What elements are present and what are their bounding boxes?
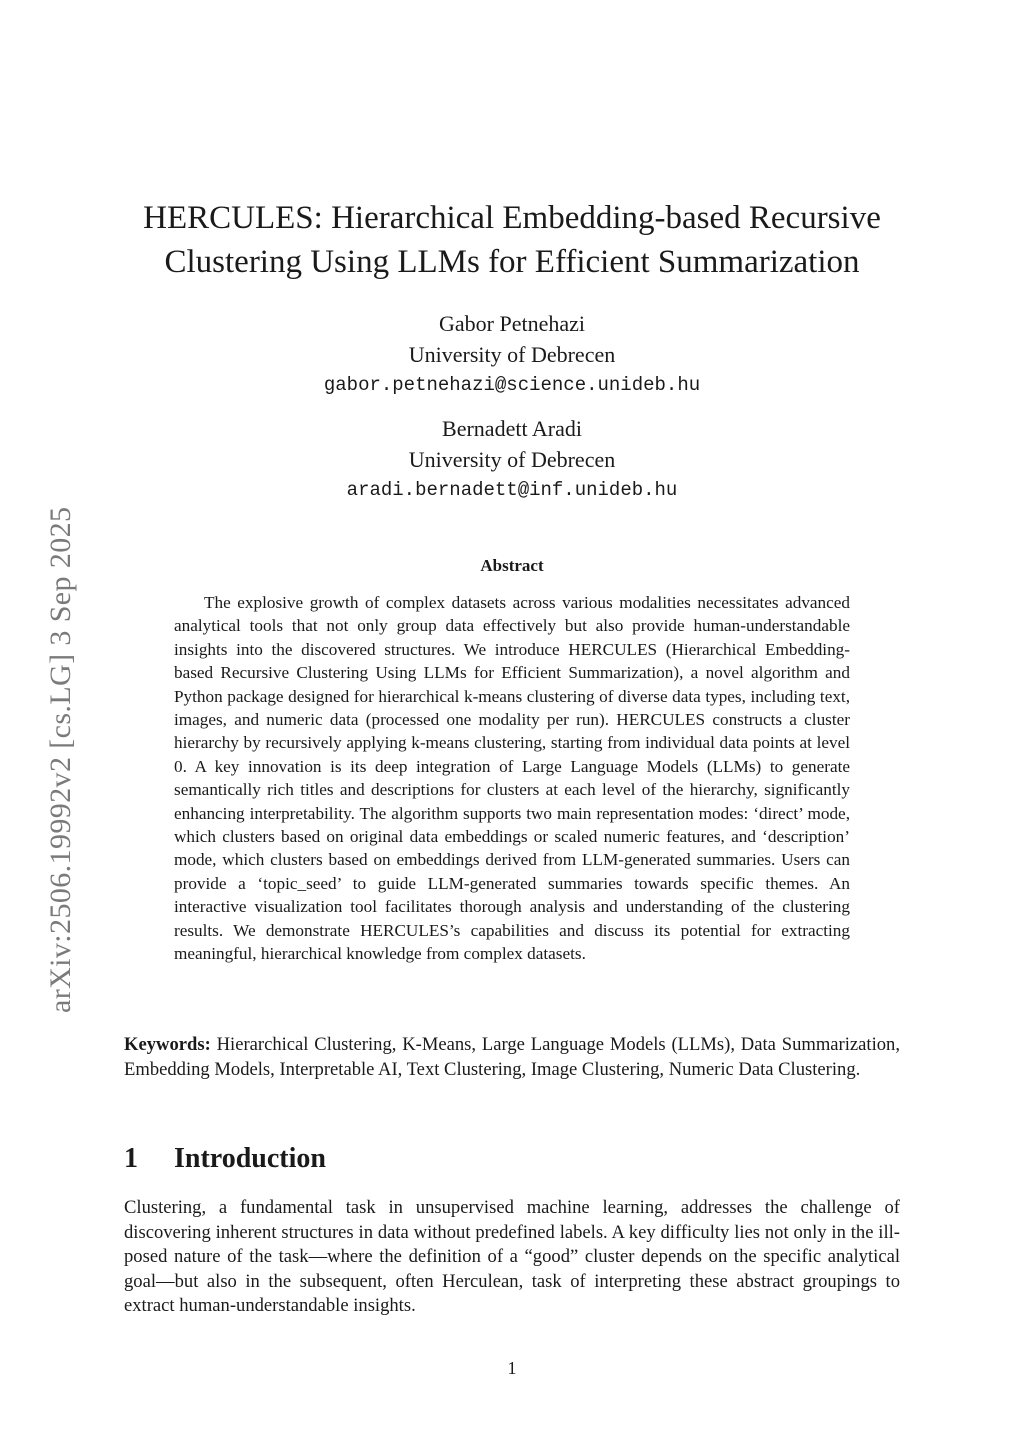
author-name: Gabor Petnehazi [439,311,585,336]
arxiv-identifier: arXiv:2506.19992v2 [cs.LG] 3 Sep 2025 [44,506,77,1013]
author-name: Bernadett Aradi [442,416,582,441]
keywords-list: Hierarchical Clustering, K-Means, Large Language Models (LLMs), Data Summarization, Embedding Models, Interpretable AI, Text Clustering, Image Clustering, Numeric Data Clustering. [124,1034,900,1080]
author-email: gabor.petnehazi@science.unideb.hu [323,374,701,396]
keywords-paragraph [124,1032,900,1082]
author-block-2 [212,413,812,506]
section-number: 1 [124,1143,138,1174]
author-affiliation: University of Debrecen [408,447,616,472]
section-heading [124,1140,326,1178]
author-affiliation: University of Debrecen [408,342,616,367]
author-block-1 [212,308,812,401]
abstract-text: The explosive growth of complex datasets across various modalities necessitates advanced analytical tools that not only group data effectively but also provide human-understandable insights into the discovered structures. We introduce HERCULES (Hierarchical Embedding-based Recursive Clustering Using LLMs for Efficient Summarization), a novel algorithm and Python package designed for hierarchical k-means clustering of diverse data types, including text, images, and numeric data (processed one modality per run). HERCULES constructs a cluster hierarchy by recursively applying k-means clustering, starting from individual data points at level 0. A key innovation is its deep integration of Large Language Models (LLMs) to generate semantically rich titles and descriptions for clusters at each level of the hierarchy, significantly enhancing interpretability. The algorithm supports two main representation modes: ‘direct’ mode, which clusters based on original data embeddings or scaled numeric features, and ‘description’ mode, which clusters based on embeddings derived from LLM-generated summaries. Users can provide a ‘topic_seed’ to guide LLM-generated summaries towards specific themes. An interactive visualization tool facilitates thorough analysis and understanding of the clustering results. We demonstrate HERCULES’s capabilities and discuss its potential for extracting meaningful, hierarchical knowledge from complex datasets. [174,593,850,964]
section-title: Introduction [174,1143,326,1174]
abstract-heading: Abstract [480,556,544,575]
intro-paragraph: Clustering, a fundamental task in unsupervised machine learning, addresses the challenge of discovering inherent structures in data without predefined labels. A key difficulty lies not only in the ill-posed nature of the task—where the definition of a “good” cluster depends on the specific analytical goal—but also in the subsequent, often Herculean, task of interpreting these abstract groupings to extract human-understandable insights. [124,1197,900,1317]
page-number: 1 [507,1358,517,1378]
author-email: aradi.bernadett@inf.unideb.hu [346,479,678,501]
paper-title: HERCULES: Hierarchical Embedding-based Recursive Clustering Using LLMs for Efficient Summarization [143,200,881,280]
keywords-label: Keywords: [124,1034,211,1055]
